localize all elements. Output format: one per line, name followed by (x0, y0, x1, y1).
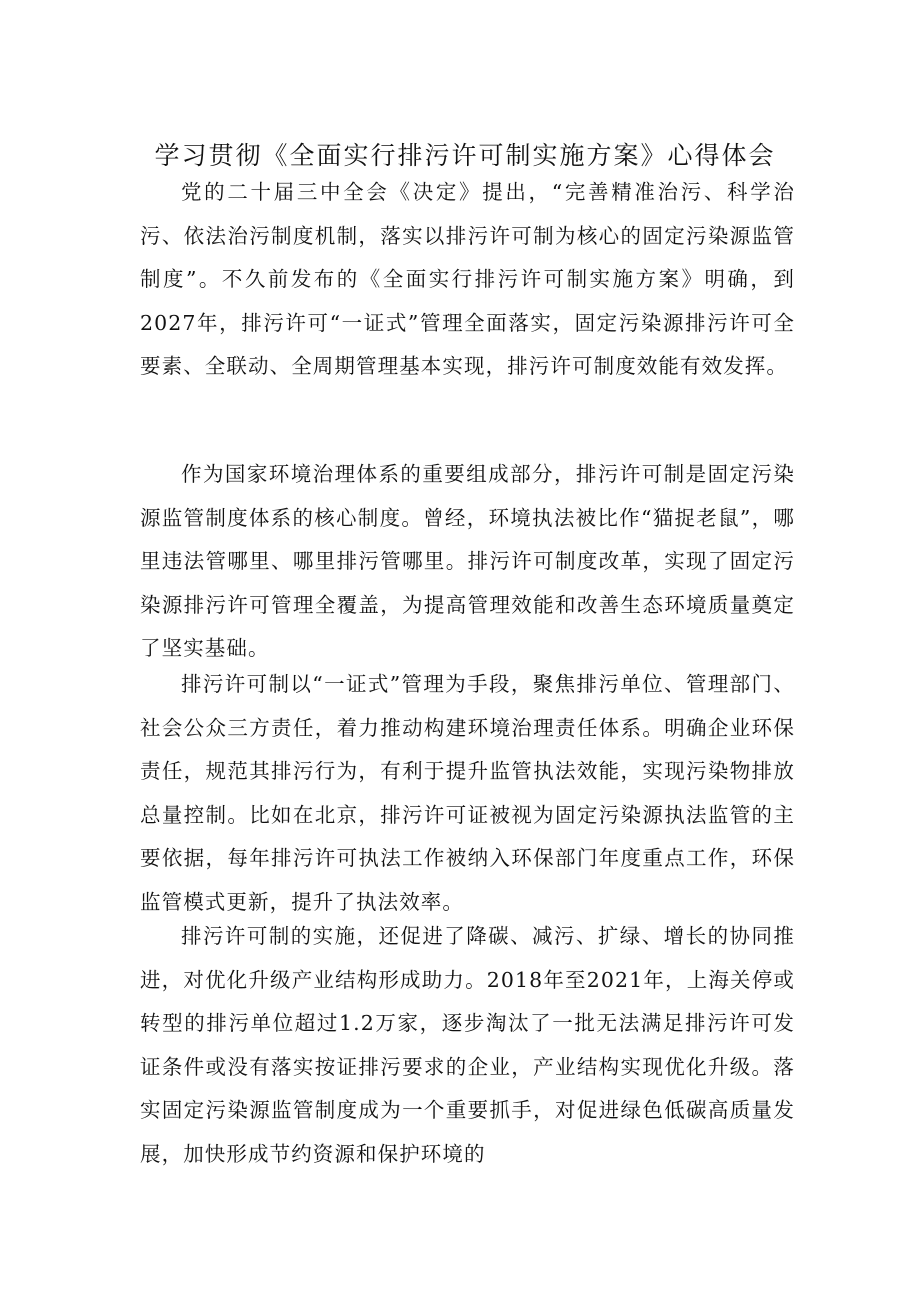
paragraph-2: 作为国家环境治理体系的重要组成部分，排污许可制是固定污染源监管制度体系的核心制度。曾经，环境执法被比作“猫捉老鼠”，哪里违法管哪里、哪里排污管哪里。排污许可制度改革，实现了固定污染源排污许可管理全覆盖，为提高管理效能和改善生态环境质量奠定了坚实基础。 (140, 462, 795, 660)
paragraph-3: 排污许可制以“一证式”管理为手段，聚焦排污单位、管理部门、社会公众三方责任，着力推动构建环境治理责任体系。明确企业环保责任，规范其排污行为，有利于提升监管执法效能，实现污染物排放总量控制。比如在北京，排污许可证被视为固定污染源执法监管的主要依据，每年排污许可执法工作被纳入环保部门年度重点工作，环保监管模式更新，提升了执法效率。 (140, 672, 795, 914)
paragraph-1: 党的二十届三中全会《决定》提出，“完善精准治污、科学治污、依法治污制度机制，落实以排污许可制为核心的固定污染源监管制度”。不久前发布的《全面实行排污许可制实施方案》明确，到2027年，排污许可“一证式”管理全面落实，固定污染源排污许可全要素、全联动、全周期管理基本实现，排污许可制度效能有效发挥。 (140, 180, 795, 378)
document-title: 学习贯彻《全面实行排污许可制实施方案》心得体会 (154, 141, 776, 170)
paragraph-4: 排污许可制的实施，还促进了降碳、减污、扩绿、增长的协同推进，对优化升级产业结构形成助力。2018年至2021年，上海关停或转型的排污单位超过1.2万家，逐步淘汰了一批无法满足排污许可发证条件或没有落实按证排污要求的企业，产业结构实现优化升级。落实固定污染源监管制度成为一个重要抓手，对促进绿色低碳高质量发展，加快形成节约资源和保护环境的 (140, 924, 795, 1166)
